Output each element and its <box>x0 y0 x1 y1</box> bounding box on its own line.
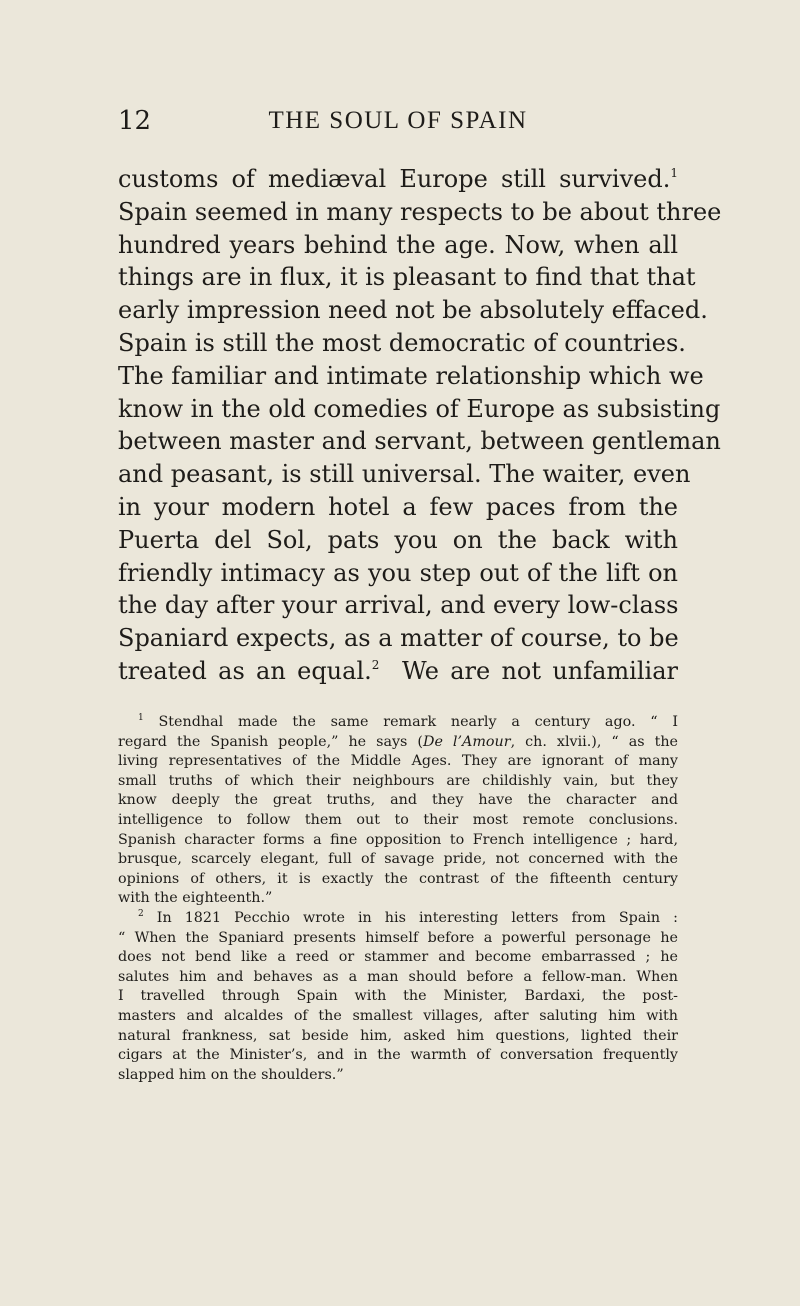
footnote-line: salutes him and behaves as a man should before a fellow-man. When <box>118 968 678 985</box>
footnote-line: opinions of others, it is exactly the contrast of the fifteenth century <box>118 870 678 887</box>
text-line: things are in flux, it is pleasant to find that that <box>118 263 696 292</box>
footnote-line: natural frankness, sat beside him, asked him questions, lighted their <box>118 1027 678 1044</box>
footnote-marker: 2 <box>138 908 144 919</box>
text-line: the day after your arrival, and every low-class <box>118 591 679 620</box>
body-text <box>118 163 722 688</box>
book-title: De l’Amour <box>422 733 511 750</box>
text-line: Puerta del Sol, pats you on the back with <box>118 525 678 554</box>
footnote-line: I travelled through Spain with the Minister, Bardaxi, the post- <box>118 988 678 1005</box>
running-title: THE SOUL OF SPAIN <box>268 107 528 134</box>
text-line: between master and servant, between gentleman <box>118 427 721 456</box>
text-line: Spain seemed in many respects to be about three <box>118 197 722 226</box>
footnote-line: brusque, scarcely elegant, full of savage pride, not concerned with the <box>118 851 678 868</box>
footnote-line: “ When the Spaniard presents himself before a powerful personage he <box>118 929 678 946</box>
footnote-line: living representatives of the Middle Ages. They are ignorant of many <box>118 753 678 770</box>
text-line: early impression need not be absolutely effaced. <box>118 296 708 325</box>
footnote-line: masters and alcaldes of the smallest villages, after saluting him with <box>118 1007 678 1024</box>
text-line: in your modern hotel a few paces from the <box>118 492 678 521</box>
footnotes <box>118 713 678 1085</box>
footnote-line: know deeply the great truths, and they have the character and <box>118 792 678 809</box>
text-line: Spain is still the most democratic of countries. <box>118 328 686 357</box>
text-line: customs of mediæval Europe still survived.$^1$ <box>118 165 678 193</box>
text-line: Spaniard expects, as a matter of course, to be <box>118 624 679 653</box>
footnote-2: $^2$ In 1821 Pecchio wrote in his interesting letters from Spain : <box>138 908 678 926</box>
text-line: The familiar and intimate relationship which we <box>118 361 704 390</box>
footnote-line: does not bend like a reed or stammer and become embarrassed ; he <box>118 949 678 966</box>
text-line: treated as an equal.$^2$ We are not unfamiliar <box>118 656 678 685</box>
footnote-line: intelligence to follow them out to their most remote conclusions. <box>118 811 678 828</box>
text-line: hundred years behind the age. Now, when all <box>118 230 678 259</box>
footnote-line: slapped him on the shoulders.” <box>118 1066 344 1083</box>
footnote-marker: 1 <box>138 713 144 723</box>
footnote-ref[interactable]: 1 <box>670 166 678 180</box>
page-header <box>118 104 678 138</box>
footnote-1: $^1$ Stendhal made the same remark nearly a century ago. “ I <box>138 713 679 730</box>
footnote-line: cigars at the Minister’s, and in the warmth of conversation frequently <box>118 1047 678 1064</box>
text-line: and peasant, is still universal. The waiter, even <box>118 460 691 489</box>
footnote-ref[interactable]: 2 <box>371 657 380 672</box>
footnote-line: with the eighteenth.” <box>118 890 273 907</box>
text-line: know in the old comedies of Europe as subsisting <box>118 394 721 423</box>
text-line: friendly intimacy as you step out of the lift on <box>118 558 678 587</box>
footnote-line: small truths of which their neighbours are childishly vain, but they <box>118 772 678 789</box>
page-number: 12 <box>118 106 152 136</box>
footnote-line: regard the Spanish people,” he says (De l’Amour, ch. xlvii.), “ as the <box>118 733 678 750</box>
footnote-line: Spanish character forms a fine opposition to French intelligence ; hard, <box>118 831 678 848</box>
